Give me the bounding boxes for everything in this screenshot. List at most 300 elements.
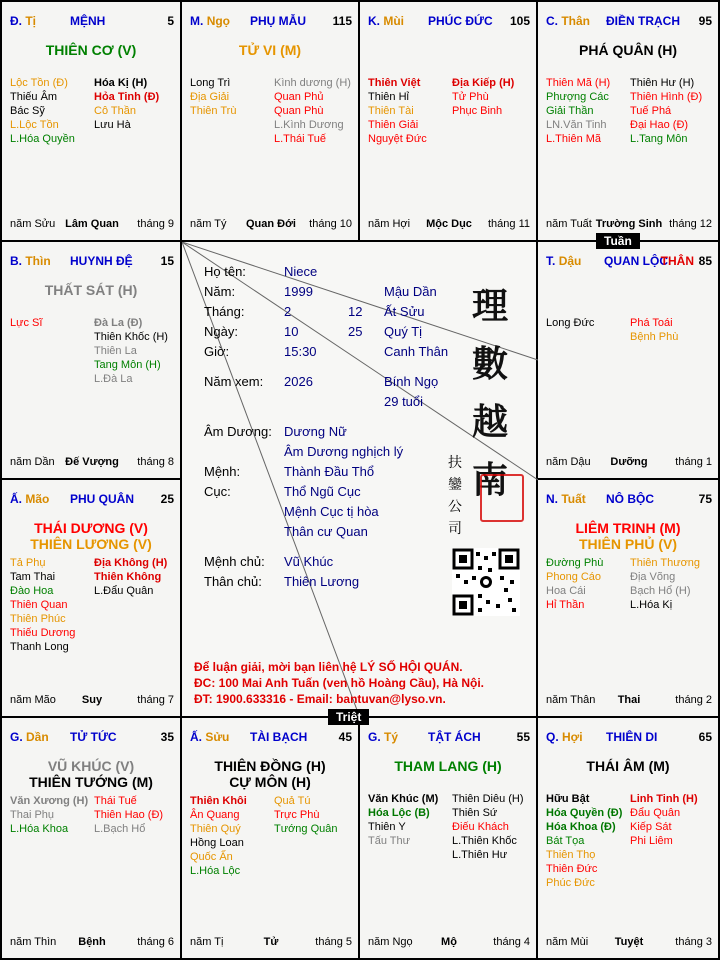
footer-life-stage: Quan Đới (246, 218, 296, 230)
palace-name: MỆNH (70, 14, 106, 28)
minor-star: Tử Phù (452, 91, 489, 103)
value-age: 29 tuổi (384, 394, 424, 409)
palace-cell-hoi[interactable] (538, 718, 720, 960)
left-stars (10, 556, 75, 654)
footer-year: năm Mùi (546, 936, 589, 948)
palace-branch: Dần (26, 730, 49, 744)
palace-body-marker: THÂN (660, 254, 694, 268)
palace-age-number: 35 (160, 730, 174, 744)
contact-line-1: Để luận giải, mời bạn liên hệ LÝ SỐ HỘI QUÁN. (194, 660, 463, 674)
left-stars (10, 794, 88, 836)
palace-stem: G. (10, 730, 23, 744)
label-than-chu: Thân chủ: (204, 574, 262, 589)
palace-header (190, 14, 352, 30)
minor-star: L.Thiên Khốc (452, 835, 517, 847)
footer-year: năm Sửu (10, 218, 56, 230)
left-stars (10, 316, 42, 330)
main-star: THÁI DƯƠNG (V) (34, 520, 148, 536)
value-day-can: Quý Tị (384, 324, 423, 339)
main-star: THIÊN LƯƠNG (V) (30, 536, 152, 552)
palace-stem-branch (546, 14, 590, 28)
value-amduong: Dương Nữ (284, 424, 347, 439)
left-stars (546, 792, 622, 890)
minor-star: Thiên Phúc (10, 613, 66, 625)
palace-cell-ty2[interactable] (360, 718, 538, 960)
palace-name: PHÚC ĐỨC (428, 14, 493, 28)
minor-star: Đường Phù (546, 557, 604, 569)
minor-star: Phi Liêm (630, 835, 673, 847)
footer-life-stage: Tử (263, 936, 279, 948)
palace-header (546, 14, 712, 30)
palace-cell-mao[interactable] (0, 480, 182, 718)
footer-month: tháng 2 (675, 694, 712, 706)
right-stars (274, 76, 351, 146)
right-stars (274, 794, 338, 836)
palace-stem: Ấ. (10, 492, 22, 506)
label-month: Tháng: (204, 304, 245, 319)
minor-star: Thiên Việt (368, 77, 421, 89)
footer-month: tháng 3 (675, 936, 712, 948)
minor-star: Tang Môn (H) (94, 359, 161, 371)
footer-month: tháng 9 (137, 218, 174, 230)
palace-footer (10, 694, 174, 708)
minor-star: Bạch Hổ (H) (630, 585, 691, 597)
minor-star: Thiên Hao (Đ) (94, 809, 164, 821)
palace-name: HUYNH ĐỆ (70, 254, 133, 268)
value-month: 2 (284, 304, 292, 319)
minor-star: L.Bạch Hổ (94, 823, 146, 835)
palace-stem-branch (368, 730, 398, 744)
right-stars (94, 794, 163, 836)
palace-age-number: 95 (698, 14, 712, 28)
minor-star: Hóa Kị (H) (94, 77, 148, 89)
palace-branch: Sửu (205, 730, 230, 744)
label-cuc: Cục: (204, 484, 231, 499)
palace-name: TỬ TỨC (70, 730, 117, 744)
palace-stem-branch (546, 254, 581, 268)
minor-star: Tuế Phá (630, 105, 672, 117)
palace-stem-branch (190, 730, 229, 744)
palace-header (546, 492, 712, 508)
palace-age-number: 85 (698, 254, 712, 268)
contact-phone-email[interactable]: ĐT: 1900.633316 - Email: bantuvan@lyso.vn. (194, 692, 446, 706)
right-stars (630, 76, 702, 146)
minor-star: Thái Tuế (94, 795, 137, 807)
calligraphy-char-3: 越 (472, 401, 509, 443)
palace-age-number: 55 (516, 730, 530, 744)
palace-header (190, 730, 352, 746)
minor-star: Thiên Sứ (452, 807, 498, 819)
palace-stem: M. (190, 14, 204, 28)
label-hour: Giờ: (204, 344, 230, 359)
value-view-year-can: Bính Ngọ (384, 374, 439, 389)
value-cuc-note: Mệnh Cục tị hòa (284, 504, 379, 519)
palace-name: PHU QUÂN (70, 492, 135, 506)
minor-star: Phong Cáo (546, 571, 602, 583)
main-star: THIÊN ĐỒNG (H) (214, 758, 326, 774)
footer-life-stage: Trường Sinh (595, 218, 663, 230)
value-month-can: Ất Sửu (384, 304, 425, 319)
footer-month: tháng 7 (137, 694, 174, 706)
footer-life-stage: Mộc Dục (426, 218, 472, 230)
minor-star: Phá Toái (630, 317, 673, 329)
palace-header (10, 492, 174, 508)
main-star: THIÊN PHỦ (V) (579, 536, 677, 552)
palace-cell-tuat[interactable] (538, 480, 720, 718)
minor-star: Quả Tú (274, 795, 311, 807)
minor-star: Quan Phù (274, 105, 324, 117)
calligraphy-char-2: 數 (472, 343, 509, 385)
minor-star: Thiên Hỉ (368, 91, 409, 103)
left-stars (368, 792, 438, 848)
palace-name: TẬT ÁCH (428, 730, 481, 744)
minor-star: Hóa Quyền (Đ) (546, 807, 623, 819)
minor-star: Bát Tọa (546, 835, 585, 847)
left-stars (546, 556, 603, 612)
minor-star: L.Đà La (94, 373, 133, 385)
minor-star: Phúc Đức (546, 877, 595, 889)
footer-month: tháng 11 (487, 218, 530, 230)
palace-age-number: 25 (160, 492, 174, 506)
palace-branch: Thìn (25, 254, 51, 268)
palace-stem: Ấ. (190, 730, 202, 744)
palace-branch: Tị (25, 14, 37, 28)
center-info-panel (182, 242, 538, 718)
footer-year: năm Tý (190, 218, 227, 230)
minor-star: L.Tang Môn (630, 133, 688, 145)
minor-star: Quốc Ấn (190, 851, 233, 863)
small-char-1: 扶 (448, 455, 462, 471)
value-cuc: Thổ Ngũ Cục (284, 484, 361, 499)
label-amduong: Âm Dương: (204, 424, 272, 439)
label-view-year: Năm xem: (204, 374, 264, 389)
footer-month: tháng 10 (309, 218, 352, 230)
footer-life-stage: Tuyệt (614, 936, 644, 948)
palace-cell-dan[interactable] (0, 718, 182, 960)
label-name: Họ tên: (204, 264, 246, 279)
right-stars (94, 556, 167, 598)
main-star: THÁI ÂM (M) (586, 758, 670, 774)
value-day: 10 (284, 324, 299, 339)
right-stars (452, 792, 524, 862)
label-year: Năm: (204, 284, 236, 299)
minor-star: Bệnh Phù (630, 331, 679, 343)
minor-star: L.Lộc Tồn (10, 119, 59, 131)
palace-branch: Mão (25, 492, 50, 506)
minor-star: Đẩu Quân (630, 807, 681, 819)
minor-star: L.Hóa Quyền (10, 133, 75, 145)
minor-star: Phượng Các (546, 91, 609, 103)
palace-name: QUAN LỘC (604, 254, 668, 268)
minor-star: Đào Hoa (10, 585, 54, 597)
palace-footer (368, 936, 530, 950)
minor-star: Địa Không (H) (94, 557, 168, 569)
footer-year: năm Hợi (368, 218, 411, 230)
footer-life-stage: Đế Vượng (65, 456, 119, 468)
minor-star: Thiên Diêu (H) (452, 793, 524, 805)
minor-star: Thiên Hình (Đ) (630, 91, 703, 103)
minor-star: L.Đẩu Quân (94, 585, 154, 597)
palace-stem: N. (546, 492, 558, 506)
palace-age-number: 65 (698, 730, 712, 744)
minor-star: Địa Giải (190, 91, 230, 103)
minor-star: Hồng Loan (190, 837, 244, 849)
footer-month: tháng 8 (137, 456, 174, 468)
footer-year: năm Dậu (546, 456, 591, 468)
palace-header (10, 14, 174, 30)
minor-star: Thiên Quý (190, 823, 241, 835)
minor-star: LN.Văn Tinh (546, 119, 607, 131)
palace-header (368, 14, 530, 30)
minor-star: Tả Phụ (10, 557, 46, 569)
label-menh-chu: Mệnh chủ: (204, 554, 265, 569)
minor-star: Thai Phụ (10, 809, 55, 821)
palace-footer (10, 456, 174, 470)
calligraphy-char-4: 南 (472, 459, 509, 501)
minor-star: Hoa Cái (546, 585, 586, 597)
minor-star: Thiếu Dương (10, 627, 76, 639)
minor-star: Văn Xương (H) (10, 795, 89, 807)
label-menh: Mệnh: (204, 464, 241, 479)
footer-life-stage: Thai (617, 694, 641, 706)
minor-star: L.Thiên Mã (546, 133, 602, 145)
main-star: THẤT SÁT (H) (44, 282, 138, 298)
minor-star: L.Thiên Hư (452, 849, 508, 861)
minor-star: Hóa Khoa (Đ) (546, 821, 616, 833)
palace-footer (190, 936, 352, 950)
minor-star: Phục Binh (452, 105, 503, 117)
palace-branch: Hợi (562, 730, 583, 744)
footer-year: năm Thân (546, 694, 596, 706)
palace-stem-branch (546, 730, 583, 744)
palace-footer (546, 694, 712, 708)
left-stars (190, 76, 236, 118)
minor-star: Tướng Quân (274, 823, 338, 835)
right-stars (630, 556, 700, 612)
palace-name: TÀI BẠCH (250, 730, 308, 744)
palace-footer (10, 218, 174, 232)
minor-star: Thiên Không (94, 571, 162, 583)
left-stars (10, 76, 75, 146)
contact-address: ĐC: 100 Mai Anh Tuấn (ven hồ Hoàng Cầu), Hà Nội. (194, 676, 485, 690)
minor-star: Thiên Khôi (190, 795, 247, 807)
value-menh: Thành Đầu Thổ (284, 464, 375, 479)
minor-star: Địa Kiếp (H) (452, 77, 515, 89)
calligraphy-char-1: 理 (472, 285, 509, 327)
footer-life-stage: Dưỡng (610, 456, 648, 468)
minor-star: Kiếp Sát (630, 821, 672, 833)
minor-star: Điếu Khách (452, 821, 509, 833)
minor-star: Tấu Thư (368, 835, 411, 847)
palace-cell-suu[interactable] (182, 718, 360, 960)
footer-month: tháng 4 (493, 936, 530, 948)
minor-star: Hóa Lộc (B) (368, 807, 430, 819)
minor-star: Quan Phủ (274, 91, 324, 103)
main-star: THIÊN TƯỚNG (M) (29, 774, 153, 790)
minor-star: Bác Sỹ (10, 105, 45, 117)
palace-stem-branch (368, 14, 404, 28)
minor-star: Long Trì (190, 77, 231, 89)
footer-year: năm Tị (190, 936, 224, 948)
minor-star: Thiên La (94, 345, 137, 357)
minor-star: L.Thái Tuế (274, 133, 326, 145)
main-star: TỬ VI (M) (238, 42, 302, 58)
palace-header (10, 254, 174, 270)
minor-star: Lưu Hà (94, 119, 131, 131)
footer-year: năm Ngọ (368, 936, 413, 948)
palace-branch: Tuất (561, 492, 586, 506)
palace-header (546, 730, 712, 746)
palace-footer (546, 936, 712, 950)
minor-star: Trực Phù (274, 809, 320, 821)
palace-footer (546, 456, 712, 470)
value-than-cu: Thân cư Quan (284, 524, 368, 539)
minor-star: Thiên Khốc (H) (94, 331, 168, 343)
minor-star: Hỏa Tinh (Đ) (94, 91, 160, 103)
minor-star: Thiên Thương (630, 557, 701, 569)
palace-branch: Mùi (383, 14, 405, 28)
minor-star: Tam Thai (10, 571, 56, 583)
minor-star: Thiên Quan (10, 599, 68, 611)
palace-stem: Đ. (10, 14, 22, 28)
minor-star: Văn Khúc (M) (368, 793, 439, 805)
minor-star: Lộc Tồn (Đ) (10, 77, 68, 89)
minor-star: Địa Võng (630, 571, 676, 583)
small-char-2: 鑾 (448, 477, 462, 493)
value-name: Niece (284, 264, 318, 279)
footer-year: năm Mão (10, 694, 56, 706)
value-month-lunar: 12 (348, 304, 363, 319)
minor-star: Thiên Trù (190, 105, 237, 117)
main-star: CỰ MÔN (H) (229, 774, 311, 790)
minor-star: Thiên Y (368, 821, 406, 833)
minor-star: Ân Quang (190, 809, 240, 821)
right-stars (630, 316, 678, 344)
right-stars (94, 316, 168, 386)
value-year-can: Mậu Dần (384, 284, 437, 299)
value-than-chu: Thiên Lương (284, 574, 360, 589)
palace-footer (190, 218, 352, 232)
palace-age-number: 75 (698, 492, 712, 506)
palace-stem-branch (10, 254, 51, 268)
value-day-lunar: 25 (348, 324, 363, 339)
minor-star: L.Hóa Khoa (10, 823, 69, 835)
palace-age-number: 115 (332, 14, 352, 28)
minor-star: Hỉ Thần (546, 599, 585, 611)
minor-star: Nguyệt Đức (368, 133, 427, 145)
left-stars (546, 76, 610, 146)
right-stars (452, 76, 514, 118)
minor-star: Đà La (Đ) (94, 317, 143, 329)
palace-name: ĐIỀN TRẠCH (606, 14, 680, 28)
label-day: Ngày: (204, 324, 238, 339)
minor-star: Thiên Tài (368, 105, 414, 117)
palace-stem-branch (10, 492, 49, 506)
palace-age-number: 45 (338, 730, 352, 744)
value-menh-chu: Vũ Khúc (284, 554, 334, 569)
footer-life-stage: Suy (81, 694, 103, 706)
footer-month: tháng 12 (669, 218, 712, 230)
palace-name: THIÊN DI (606, 730, 658, 744)
minor-star: L.Hóa Kị (630, 599, 673, 611)
palace-stem-branch (10, 14, 36, 28)
qr-code-icon[interactable] (452, 548, 520, 616)
footer-life-stage: Bệnh (78, 936, 106, 948)
palace-header (368, 730, 530, 746)
minor-star: Hữu Bật (546, 793, 590, 805)
minor-star: Thiên Giải (368, 119, 419, 131)
main-star: THAM LANG (H) (394, 758, 502, 774)
right-stars (630, 792, 698, 848)
palace-footer (546, 218, 712, 232)
palace-cell-dau[interactable] (538, 242, 720, 480)
palace-name: NÔ BỘC (606, 492, 654, 506)
palace-age-number: 5 (167, 14, 174, 28)
value-amduong-note: Âm Dương nghịch lý (284, 444, 404, 459)
palace-stem-branch (546, 492, 586, 506)
footer-year: năm Tuất (546, 218, 592, 230)
minor-star: Thiên Thọ (546, 849, 596, 861)
palace-cell-thin[interactable] (0, 242, 182, 480)
footer-year: năm Thìn (10, 936, 57, 948)
minor-star: Thiên Hư (H) (630, 77, 695, 89)
palace-stem: G. (368, 730, 381, 744)
palace-branch: Dậu (558, 254, 582, 268)
minor-star: Linh Tinh (H) (630, 793, 698, 805)
palace-stem-branch (190, 14, 230, 28)
palace-stem: B. (10, 254, 22, 268)
footer-life-stage: Lâm Quan (65, 218, 119, 230)
minor-star: Long Đức (546, 317, 595, 329)
palace-stem: K. (368, 14, 380, 28)
small-char-4: 司 (448, 521, 462, 537)
footer-life-stage: Mộ (441, 936, 457, 948)
minor-star: Thiên Mã (H) (546, 77, 611, 89)
footer-month: tháng 1 (675, 456, 712, 468)
left-stars (368, 76, 427, 146)
footer-year: năm Dần (10, 456, 55, 468)
minor-star: Giải Thần (546, 105, 594, 117)
palace-cell-ty[interactable] (0, 0, 182, 242)
palace-branch: Tý (384, 730, 399, 744)
palace-header (546, 254, 712, 270)
palace-stem: T. (546, 254, 556, 268)
palace-cell-ngo[interactable] (182, 0, 360, 242)
minor-star: Lực Sĩ (10, 317, 43, 329)
value-hour-can: Canh Thân (384, 344, 449, 359)
palace-stem: Q. (546, 730, 559, 744)
main-star: THIÊN CƠ (V) (45, 42, 137, 58)
minor-star: Thiên Đức (546, 863, 598, 875)
palace-footer (368, 218, 530, 232)
minor-star: Đại Hao (Đ) (630, 119, 689, 131)
palace-age-number: 15 (160, 254, 174, 268)
palace-branch: Ngọ (206, 14, 231, 28)
red-seal-stamp (480, 474, 524, 522)
value-view-year: 2026 (284, 374, 313, 389)
value-hour: 15:30 (284, 344, 317, 359)
palace-stem-branch (10, 730, 49, 744)
palace-stem: C. (546, 14, 558, 28)
minor-star: Thiếu Âm (10, 91, 58, 103)
palace-cell-mui[interactable] (360, 0, 538, 242)
palace-age-number: 105 (509, 14, 530, 28)
palace-branch: Thân (561, 14, 591, 28)
palace-cell-than[interactable] (538, 0, 720, 242)
small-char-3: 公 (448, 499, 462, 515)
right-stars (94, 76, 159, 132)
main-star: LIÊM TRINH (M) (575, 520, 681, 536)
